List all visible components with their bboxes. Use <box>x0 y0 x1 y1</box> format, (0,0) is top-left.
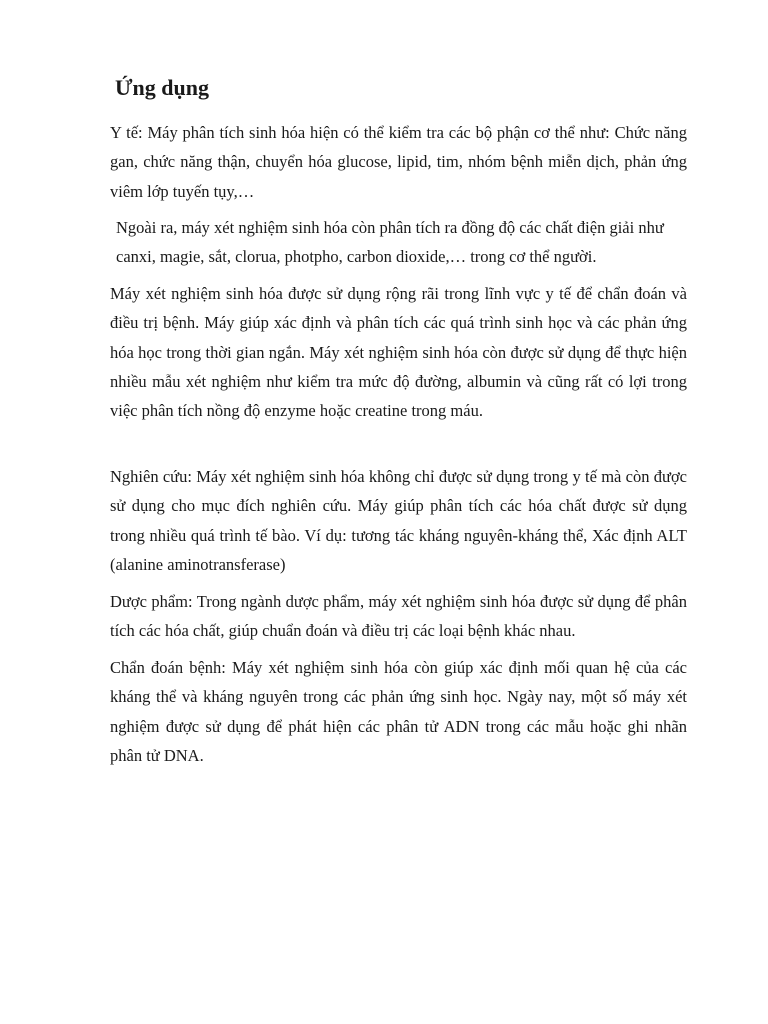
paragraph-general-use: Máy xét nghiệm sinh hóa được sử dụng rộng rãi trong lĩnh vực y tế để chẩn đoán và điều trị bệnh. Máy giúp xác định và phân tích các quá trình sinh học và các phản ứng hóa học trong thời gian ngắn. Máy xét nghiệm sinh hóa còn được sử dụng để thực hiện nhiều mẫu xét nghiệm như kiểm tra mức độ đường, albumin và cũng rất có lợi trong việc phân tích nồng độ enzyme hoặc creatine trong máu. <box>110 284 687 421</box>
section-heading: Ứng dụng <box>115 75 209 100</box>
paragraph-medical: Y tế: Máy phân tích sinh hóa hiện có thể kiểm tra các bộ phận cơ thể như: Chức năng gan, chức năng thận, chuyển hóa glucose, lipid, tim, nhóm bệnh miễn dịch, phản ứng viêm lớp tuyến tụy,… <box>110 123 687 201</box>
paragraph-electrolytes: Ngoài ra, máy xét nghiệm sinh hóa còn phân tích ra đồng độ các chất điện giải như canxi, magie, sắt, clorua, photpho, carbon dioxide,… trong cơ thể người. <box>116 218 664 267</box>
paragraph-research: Nghiên cứu: Máy xét nghiệm sinh hóa không chỉ được sử dụng trong y tế mà còn được sử dụng cho mục đích nghiên cứu. Máy giúp phân tích các hóa chất được sử dụng trong nhiều quá trình tế bào. Ví dụ: tương tác kháng nguyên-kháng thể, Xác định ALT (alanine aminotransferase) <box>110 467 687 574</box>
paragraph-diagnosis: Chẩn đoán bệnh: Máy xét nghiệm sinh hóa còn giúp xác định mối quan hệ của các kháng thể và kháng nguyên trong các phản ứng sinh học. Ngày nay, một số máy xét nghiệm được sử dụng để phát hiện các phân tử ADN trong các mẫu hoặc ghi nhãn phân tử DNA. <box>110 658 687 765</box>
paragraph-pharmaceutical: Dược phẩm: Trong ngành dược phẩm, máy xét nghiệm sinh hóa được sử dụng để phân tích các hóa chất, giúp chuẩn đoán và điều trị các loại bệnh khác nhau. <box>110 592 687 641</box>
